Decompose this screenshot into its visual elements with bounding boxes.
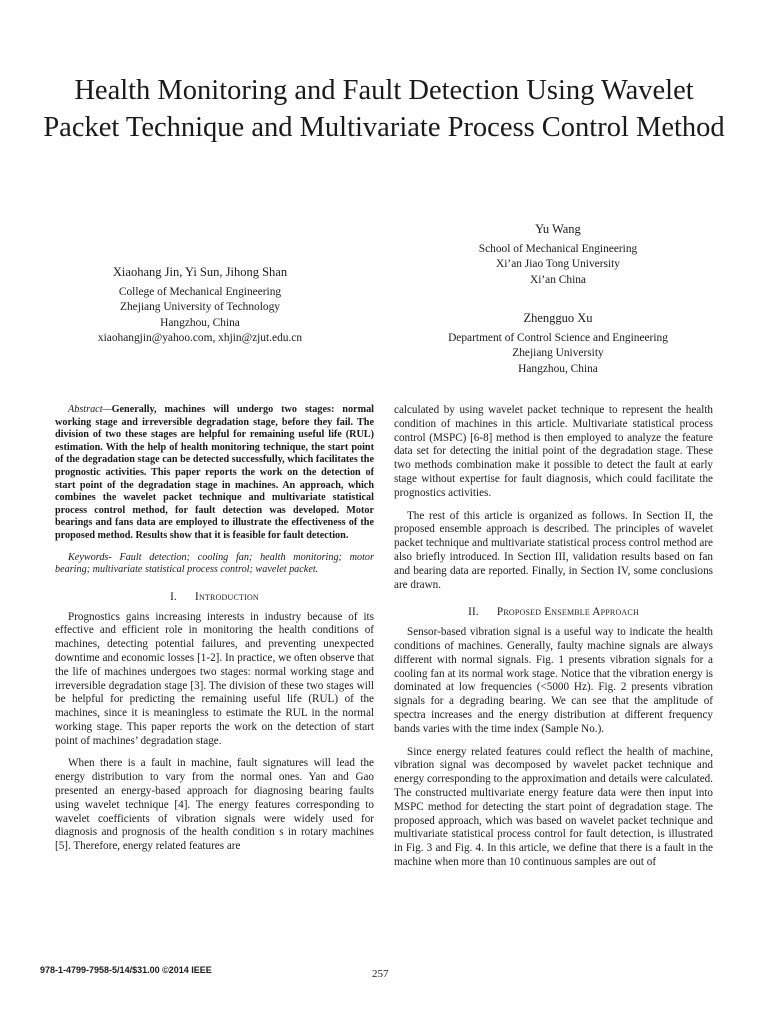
page-number: 257 [372,968,389,980]
affiliation-line: Zhejiang University of Technology [119,301,280,313]
body-paragraph: Since energy related features could reflect the health of machine, vibration signal was decomposed by wavelet packet technique and energy corresponding to the approximation and details were calculated. The constructed multivariate energy feature data were then input into MSPC method for detecting the start point of degradation stage. The proposed approach, which was based on wavelet packet technique and multivariate statistical process control for fault detection, is illustrated in Fig. 3 and Fig. 4. In this article, we define that there is a fault in the machine when more than 10 continuous samples are out of [394,745,713,868]
body-paragraph: Sensor-based vibration signal is a useful way to indicate the health conditions of machines. Generally, faulty machine signals are always different with normal signals. Fig. 1 presents vibration signals for a cooling fan at its normal work stage. Notice that the vibration energy is dominated at low frequencies (<5000 Hz). Fig. 2 presents vibration signals for a degrading bearing. We can see that the amplitude of spectra increases and the energy distribution at different frequency bands varies with the time index (Sample No.). [394,626,713,735]
abstract-lead: Abstract— [68,404,112,415]
body-paragraph: The rest of this article is organized as follows. In Section II, the proposed ensemble approach is described. The principles of wavelet packet technique and multivariate statistical process control method are also briefly introduced. In Section III, validation results based on fan and bearing data are reported. Finally, in Section IV, some conclusions are drawn. [394,509,713,591]
author-email: xiaohangjin@yahoo.com, xhjin@zjut.edu.cn [97,332,303,344]
abstract [55,404,374,543]
copyright-footer: 978-1-4799-7958-5/14/$31.00 ©2014 IEEE [40,965,212,975]
affiliation-line: Hangzhou, China [518,362,598,375]
section-title: Introduction [195,590,259,603]
keywords: Keywords- Fault detection; cooling fan; health monitoring; motor bearing; multivariate statistical process control; wavelet packet. [55,551,374,576]
author-names: Xiaohang Jin, Yi Sun, Jihong Shan [112,265,288,279]
body-paragraph: calculated by using wavelet packet technique to represent the health condition of machines in this article. Multivariate statistical process control (MSPC) [6-8] method is then employed to analyze the feature data set for detecting the initial point of the degradation stage. These two methods combination make it possible to detect the fault at early stage without expertise for fault diagnosis, which could facilitate the prognostics activities. [394,404,713,499]
intro-paragraph: Prognostics gains increasing interests in industry because of its effective and efficient role in monitoring the health conditions of machines, detecting potential failures, and preventing unexpected downtime and economic losses [1-2]. In practice, we often observe that the life of machines undergoes two stages: normal working stage and irreversible degradation stage [3]. The division of these two stages will be helpful for predicting the remaining useful life (RUL) of the machines, since it is meaningless to estimate the RUL in the normal working stage. This paper reports the work on the detection of start point of machines’ degradation stage. [55,610,374,747]
affiliation-line: Xi’an China [530,273,586,286]
affiliation-line: School of Mechanical Engineering [478,242,638,255]
author-names: Zhengguo Xu [523,311,593,325]
affiliation-line: Hangzhou, China [160,316,240,329]
author-block-right-top [388,222,728,288]
section-number: I. [170,590,178,603]
affiliation-line: Xi’an Jiao Tong University [496,258,620,270]
right-column [394,404,713,870]
affiliation-line: Zhejiang University [512,347,604,359]
section-heading-proposed-approach [394,606,713,620]
author-block-right-bottom [388,311,728,377]
author-block-left [40,265,360,347]
affiliation-line: Department of Control Science and Engineering [448,331,668,344]
abstract-body: Generally, machines will undergo two stages: normal working stage and irreversible degradation stage, before they fail. The division of two these stages are helpful for remaining useful life (RUL) estimation. With the help of health monitoring technique, the start point of the degradation stage can be detected successfully, which facilitates the prognostic activities. This paper reports the work on the detection of start point of the degradation stage in machines. An approach, which combines the wavelet packet technique and multivariate statistical process control method, for fault detection was developed. Motor bearings and fans data are employed to illustrate the effectiveness of the proposed method. Results show that it is feasible for fault detection. [55,404,374,541]
section-title: Proposed Ensemble Approach [496,606,639,619]
paper-title: Health Monitoring and Fault Detection Using Wavelet Packet Technique and Multivariate Process Control Method [43,75,725,143]
affiliation-line: College of Mechanical Engineering [118,285,282,298]
intro-paragraph: When there is a fault in machine, fault signatures will lead the energy distribution to vary from the normal ones. Yan and Gao presented an energy-based approach for diagnosing bearing faults using wavelet technique [4]. The energy features corresponding to wavelet coefficients of vibration signals were widely used for diagnosis and prognosis of the health condition s in rotary machines [5]. Therefore, energy related features are [55,757,374,853]
section-heading-introduction [55,591,374,605]
author-names: Yu Wang [535,222,581,236]
left-column [55,404,374,854]
section-number: II. [468,606,479,619]
